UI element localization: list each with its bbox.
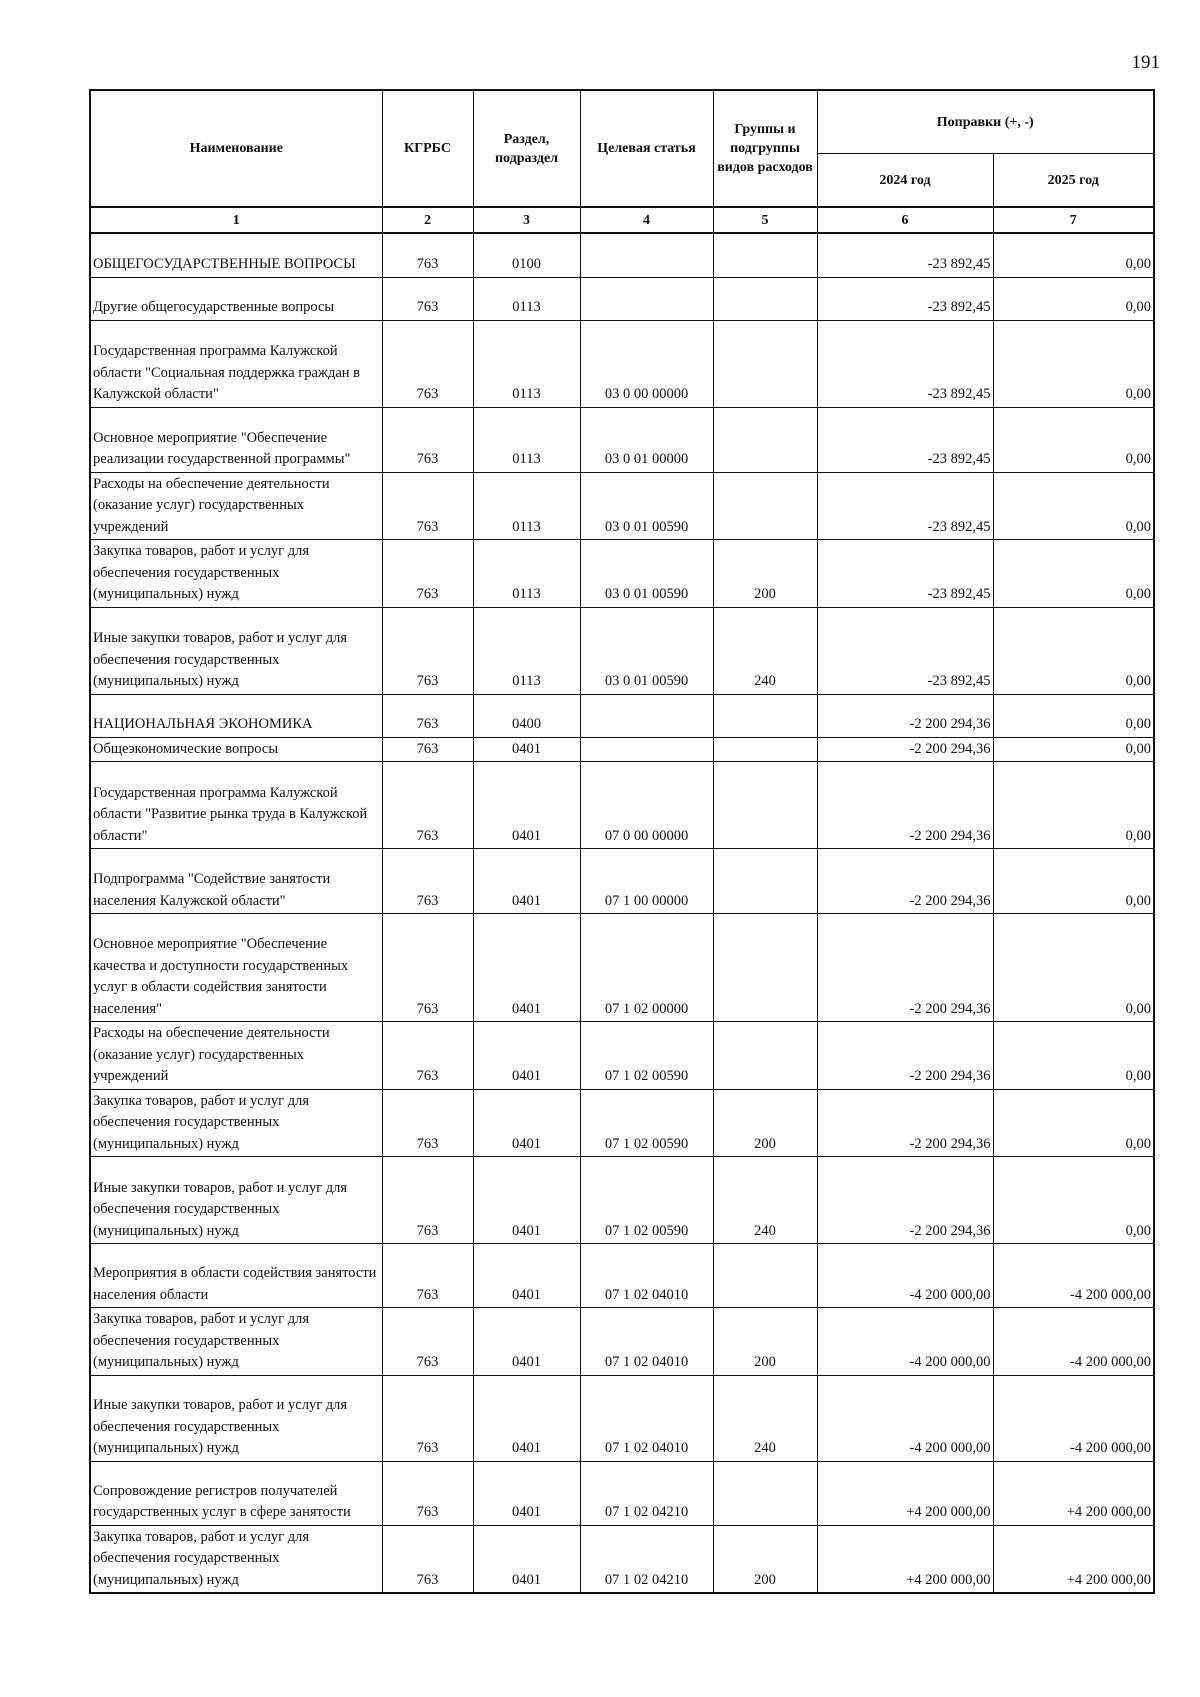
- header-expense-groups: Группы и подгруппы видов расходов: [713, 90, 817, 207]
- row-amount-2025: 0,00: [993, 1089, 1154, 1157]
- row-section: 0401: [473, 1022, 580, 1090]
- column-number: 7: [993, 207, 1154, 233]
- column-number: 3: [473, 207, 580, 233]
- row-name: Закупка товаров, работ и услуг для обеспечения государственных (муниципальных) нужд: [90, 1525, 382, 1593]
- row-target: [580, 737, 713, 762]
- row-amount-2025: 0,00: [993, 694, 1154, 737]
- row-expense-type: [713, 407, 817, 472]
- table-row: [90, 1461, 1154, 1525]
- row-amount-2025: 0,00: [993, 1022, 1154, 1090]
- header-year-2025: 2025 год: [993, 154, 1154, 207]
- row-kgrbs: 763: [382, 407, 473, 472]
- row-kgrbs: 763: [382, 1157, 473, 1244]
- row-kgrbs: 763: [382, 320, 473, 407]
- row-amount-2024: -2 200 294,36: [817, 694, 993, 737]
- row-target: 07 1 00 00000: [580, 849, 713, 914]
- table-row: [90, 320, 1154, 407]
- table-row: [90, 407, 1154, 472]
- row-name: Закупка товаров, работ и услуг для обеспечения государственных (муниципальных) нужд: [90, 1308, 382, 1376]
- row-kgrbs: 763: [382, 472, 473, 540]
- row-name: Иные закупки товаров, работ и услуг для обеспечения государственных (муниципальных) нужд: [90, 607, 382, 694]
- row-expense-type: [713, 320, 817, 407]
- row-amount-2024: -4 200 000,00: [817, 1308, 993, 1376]
- row-section: 0113: [473, 472, 580, 540]
- row-amount-2025: -4 200 000,00: [993, 1308, 1154, 1376]
- row-expense-type: 200: [713, 540, 817, 608]
- row-target: 03 0 00 00000: [580, 320, 713, 407]
- row-kgrbs: 763: [382, 1089, 473, 1157]
- row-expense-type: [713, 233, 817, 277]
- row-name: Подпрограмма "Содействие занятости населения Калужской области": [90, 849, 382, 914]
- table-row: [90, 849, 1154, 914]
- row-amount-2024: -23 892,45: [817, 540, 993, 608]
- row-amount-2024: -23 892,45: [817, 407, 993, 472]
- row-section: 0113: [473, 540, 580, 608]
- row-expense-type: [713, 849, 817, 914]
- table-row: [90, 1525, 1154, 1593]
- page-number: 191: [1131, 52, 1160, 73]
- row-section: 0401: [473, 1461, 580, 1525]
- table-row: [90, 914, 1154, 1022]
- row-amount-2025: 0,00: [993, 320, 1154, 407]
- row-kgrbs: 763: [382, 1375, 473, 1461]
- row-amount-2025: 0,00: [993, 849, 1154, 914]
- row-expense-type: [713, 1022, 817, 1090]
- row-section: 0401: [473, 1308, 580, 1376]
- row-target: 03 0 01 00590: [580, 607, 713, 694]
- row-section: 0401: [473, 1089, 580, 1157]
- row-amount-2024: -23 892,45: [817, 607, 993, 694]
- column-number-row: [90, 207, 1154, 233]
- row-amount-2025: 0,00: [993, 737, 1154, 762]
- row-amount-2024: -23 892,45: [817, 233, 993, 277]
- row-expense-type: [713, 737, 817, 762]
- row-expense-type: [713, 472, 817, 540]
- row-name: Иные закупки товаров, работ и услуг для обеспечения государственных (муниципальных) нужд: [90, 1375, 382, 1461]
- header-name: Наименование: [90, 90, 382, 207]
- row-amount-2024: +4 200 000,00: [817, 1525, 993, 1593]
- row-kgrbs: 763: [382, 233, 473, 277]
- row-amount-2024: -4 200 000,00: [817, 1375, 993, 1461]
- row-target: [580, 233, 713, 277]
- table-row: [90, 1022, 1154, 1090]
- header-target: Целевая статья: [580, 90, 713, 207]
- table-row: [90, 277, 1154, 320]
- row-amount-2024: -4 200 000,00: [817, 1244, 993, 1308]
- row-amount-2025: 0,00: [993, 1157, 1154, 1244]
- row-expense-type: 240: [713, 607, 817, 694]
- row-target: [580, 694, 713, 737]
- row-target: 03 0 01 00000: [580, 407, 713, 472]
- row-expense-type: [713, 1461, 817, 1525]
- row-name: Государственная программа Калужской области "Социальная поддержка граждан в Калужской области": [90, 320, 382, 407]
- row-target: 07 0 00 00000: [580, 762, 713, 849]
- row-target: 07 1 02 04010: [580, 1375, 713, 1461]
- header-amendments: Поправки (+, -): [817, 90, 1154, 154]
- row-section: 0113: [473, 407, 580, 472]
- header-year-2024: 2024 год: [817, 154, 993, 207]
- row-target: 07 1 02 00590: [580, 1157, 713, 1244]
- row-expense-type: [713, 914, 817, 1022]
- table-row: [90, 233, 1154, 277]
- row-amount-2024: -23 892,45: [817, 472, 993, 540]
- row-target: 07 1 02 00000: [580, 914, 713, 1022]
- row-expense-type: [713, 762, 817, 849]
- row-name: Закупка товаров, работ и услуг для обеспечения государственных (муниципальных) нужд: [90, 540, 382, 608]
- column-number: 4: [580, 207, 713, 233]
- header-section: Раздел, подраздел: [473, 90, 580, 207]
- row-name: Иные закупки товаров, работ и услуг для обеспечения государственных (муниципальных) нужд: [90, 1157, 382, 1244]
- budget-amendments-table: [89, 89, 1155, 1594]
- row-expense-type: [713, 1244, 817, 1308]
- row-section: 0401: [473, 1157, 580, 1244]
- row-kgrbs: 763: [382, 1022, 473, 1090]
- table-row: [90, 737, 1154, 762]
- row-target: 07 1 02 04210: [580, 1461, 713, 1525]
- row-kgrbs: 763: [382, 540, 473, 608]
- row-amount-2025: 0,00: [993, 540, 1154, 608]
- row-target: 07 1 02 04010: [580, 1244, 713, 1308]
- row-section: 0113: [473, 277, 580, 320]
- row-name: Другие общегосударственные вопросы: [90, 277, 382, 320]
- row-section: 0113: [473, 607, 580, 694]
- row-amount-2025: +4 200 000,00: [993, 1525, 1154, 1593]
- row-target: 07 1 02 04210: [580, 1525, 713, 1593]
- row-kgrbs: 763: [382, 914, 473, 1022]
- table-row: [90, 472, 1154, 540]
- row-section: 0401: [473, 849, 580, 914]
- row-expense-type: [713, 694, 817, 737]
- row-expense-type: 200: [713, 1525, 817, 1593]
- row-section: 0401: [473, 1525, 580, 1593]
- row-kgrbs: 763: [382, 762, 473, 849]
- table-row: [90, 540, 1154, 608]
- row-expense-type: 200: [713, 1308, 817, 1376]
- row-amount-2025: -4 200 000,00: [993, 1375, 1154, 1461]
- row-kgrbs: 763: [382, 277, 473, 320]
- header-kgrbs: КГРБС: [382, 90, 473, 207]
- row-name: ОБЩЕГОСУДАРСТВЕННЫЕ ВОПРОСЫ: [90, 233, 382, 277]
- row-section: 0401: [473, 914, 580, 1022]
- row-name: Мероприятия в области содействия занятости населения области: [90, 1244, 382, 1308]
- table-row: [90, 1308, 1154, 1376]
- row-target: 07 1 02 00590: [580, 1089, 713, 1157]
- row-kgrbs: 763: [382, 1244, 473, 1308]
- row-amount-2025: 0,00: [993, 607, 1154, 694]
- row-section: 0401: [473, 737, 580, 762]
- row-name: Государственная программа Калужской области "Развитие рынка труда в Калужской области": [90, 762, 382, 849]
- row-kgrbs: 763: [382, 737, 473, 762]
- row-target: 07 1 02 00590: [580, 1022, 713, 1090]
- row-target: 07 1 02 04010: [580, 1308, 713, 1376]
- row-target: 03 0 01 00590: [580, 540, 713, 608]
- column-number: 6: [817, 207, 993, 233]
- row-name: НАЦИОНАЛЬНАЯ ЭКОНОМИКА: [90, 694, 382, 737]
- row-amount-2024: -23 892,45: [817, 320, 993, 407]
- table-row: [90, 1244, 1154, 1308]
- row-amount-2024: -2 200 294,36: [817, 914, 993, 1022]
- column-number: 2: [382, 207, 473, 233]
- row-amount-2025: 0,00: [993, 233, 1154, 277]
- column-number: 5: [713, 207, 817, 233]
- row-section: 0401: [473, 1375, 580, 1461]
- row-amount-2025: 0,00: [993, 407, 1154, 472]
- row-amount-2025: 0,00: [993, 472, 1154, 540]
- row-section: 0400: [473, 694, 580, 737]
- row-expense-type: 240: [713, 1375, 817, 1461]
- row-name: Основное мероприятие "Обеспечение качества и доступности государственных услуг в области содействия занятости населения": [90, 914, 382, 1022]
- row-amount-2025: 0,00: [993, 277, 1154, 320]
- row-kgrbs: 763: [382, 849, 473, 914]
- row-amount-2024: -2 200 294,36: [817, 762, 993, 849]
- row-section: 0113: [473, 320, 580, 407]
- row-name: Закупка товаров, работ и услуг для обеспечения государственных (муниципальных) нужд: [90, 1089, 382, 1157]
- row-target: 03 0 01 00590: [580, 472, 713, 540]
- row-name: Расходы на обеспечение деятельности (оказание услуг) государственных учреждений: [90, 1022, 382, 1090]
- row-name: Расходы на обеспечение деятельности (оказание услуг) государственных учреждений: [90, 472, 382, 540]
- row-kgrbs: 763: [382, 1525, 473, 1593]
- row-name: Основное мероприятие "Обеспечение реализации государственной программы": [90, 407, 382, 472]
- row-amount-2024: -2 200 294,36: [817, 1089, 993, 1157]
- row-amount-2024: -23 892,45: [817, 277, 993, 320]
- row-name: Сопровождение регистров получателей государственных услуг в сфере занятости: [90, 1461, 382, 1525]
- row-amount-2025: -4 200 000,00: [993, 1244, 1154, 1308]
- row-target: [580, 277, 713, 320]
- row-kgrbs: 763: [382, 607, 473, 694]
- row-kgrbs: 763: [382, 1461, 473, 1525]
- row-kgrbs: 763: [382, 1308, 473, 1376]
- table-row: [90, 1157, 1154, 1244]
- row-section: 0100: [473, 233, 580, 277]
- table-row: [90, 694, 1154, 737]
- row-amount-2025: 0,00: [993, 762, 1154, 849]
- table-row: [90, 1089, 1154, 1157]
- row-section: 0401: [473, 1244, 580, 1308]
- row-section: 0401: [473, 762, 580, 849]
- row-amount-2025: 0,00: [993, 914, 1154, 1022]
- row-amount-2024: -2 200 294,36: [817, 1157, 993, 1244]
- table-row: [90, 1375, 1154, 1461]
- row-amount-2024: -2 200 294,36: [817, 1022, 993, 1090]
- row-name: Общеэкономические вопросы: [90, 737, 382, 762]
- column-number: 1: [90, 207, 382, 233]
- table-row: [90, 607, 1154, 694]
- row-amount-2025: +4 200 000,00: [993, 1461, 1154, 1525]
- row-amount-2024: +4 200 000,00: [817, 1461, 993, 1525]
- row-kgrbs: 763: [382, 694, 473, 737]
- row-expense-type: 240: [713, 1157, 817, 1244]
- row-expense-type: 200: [713, 1089, 817, 1157]
- row-amount-2024: -2 200 294,36: [817, 849, 993, 914]
- row-expense-type: [713, 277, 817, 320]
- row-amount-2024: -2 200 294,36: [817, 737, 993, 762]
- table-row: [90, 762, 1154, 849]
